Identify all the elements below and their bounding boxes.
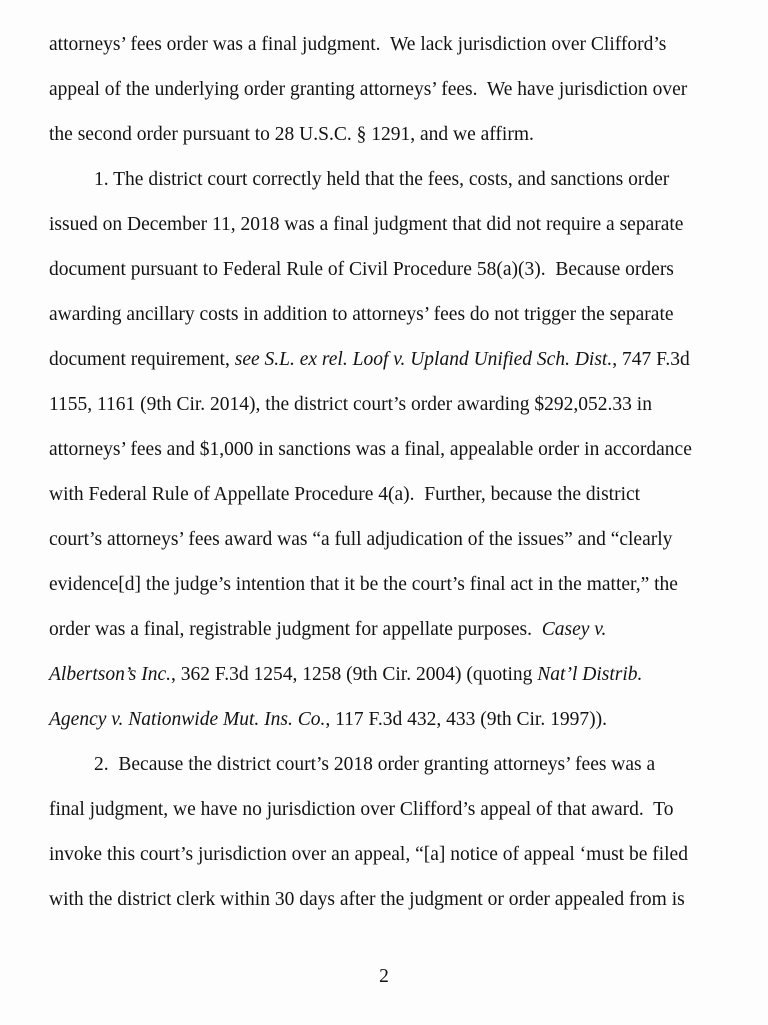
text-line xyxy=(49,67,713,112)
text-line xyxy=(49,787,713,832)
text-line xyxy=(49,292,713,337)
text-run: attorneys’ fees and $1,000 in sanctions was a final, appealable order in accordance xyxy=(49,439,692,460)
text-line xyxy=(49,652,713,697)
text-run: attorneys’ fees order was a final judgment. We lack jurisdiction over Clifford’s xyxy=(49,34,667,55)
citation-italic-run: Casey v. xyxy=(541,619,607,640)
text-run: issued on December 11, 2018 was a final judgment that did not require a separate xyxy=(49,214,684,235)
page-number: 2 xyxy=(379,966,389,987)
text-line xyxy=(49,157,713,202)
text-line xyxy=(49,337,713,382)
text-line xyxy=(49,877,713,922)
text-run: with Federal Rule of Appellate Procedure 4(a). Further, because the district xyxy=(49,484,641,505)
text-run: , 747 F.3d xyxy=(612,349,690,370)
text-line xyxy=(49,427,713,472)
document-body xyxy=(49,22,713,922)
citation-italic-run: see S.L. ex rel. Loof v. Upland Unified Sch. Dist. xyxy=(234,349,613,370)
text-line xyxy=(49,697,713,742)
text-run: awarding ancillary costs in addition to attorneys’ fees do not trigger the separate xyxy=(49,304,674,325)
text-run: document requirement, xyxy=(49,349,235,370)
paragraph xyxy=(49,157,713,742)
text-run: document pursuant to Federal Rule of Civil Procedure 58(a)(3). Because orders xyxy=(49,259,674,280)
text-run: 1. The district court correctly held that the fees, costs, and sanctions order xyxy=(94,169,670,190)
text-line xyxy=(49,742,713,787)
text-run: 2. Because the district court’s 2018 order granting attorneys’ fees was a xyxy=(94,754,656,775)
text-run: appeal of the underlying order granting attorneys’ fees. We have jurisdiction over xyxy=(49,79,688,100)
text-run: final judgment, we have no jurisdiction over Clifford’s appeal of that award. To xyxy=(49,799,674,820)
citation-italic-run: Albertson’s Inc. xyxy=(49,664,172,685)
text-run: with the district clerk within 30 days after the judgment or order appealed from is xyxy=(49,889,685,910)
text-run: , 117 F.3d 432, 433 (9th Cir. 1997)). xyxy=(325,709,607,730)
citation-italic-run: Nat’l Distrib. xyxy=(537,664,643,685)
text-line xyxy=(49,472,713,517)
page-footer xyxy=(0,962,768,992)
text-line xyxy=(49,202,713,247)
text-line xyxy=(49,607,713,652)
text-line xyxy=(49,832,713,877)
text-run: order was a final, registrable judgment for appellate purposes. xyxy=(49,619,542,640)
text-run: invoke this court’s jurisdiction over an appeal, “[a] notice of appeal ‘must be filed xyxy=(49,844,688,865)
text-run: court’s attorneys’ fees award was “a full adjudication of the issues” and “clearly xyxy=(49,529,673,550)
text-run: 1155, 1161 (9th Cir. 2014), the district court’s order awarding $292,052.33 in xyxy=(49,394,652,415)
paragraph xyxy=(49,22,713,157)
text-line xyxy=(49,562,713,607)
text-run: the second order pursuant to 28 U.S.C. § 1291, and we affirm. xyxy=(49,124,534,145)
text-line xyxy=(49,22,713,67)
citation-italic-run: Agency v. Nationwide Mut. Ins. Co. xyxy=(49,709,326,730)
text-line xyxy=(49,247,713,292)
text-line xyxy=(49,517,713,562)
text-run: evidence[d] the judge’s intention that it be the court’s final act in the matter,” the xyxy=(49,574,678,595)
paragraph xyxy=(49,742,713,922)
text-line xyxy=(49,382,713,427)
text-run: , 362 F.3d 1254, 1258 (9th Cir. 2004) (quoting xyxy=(171,664,538,685)
text-line xyxy=(49,112,713,157)
